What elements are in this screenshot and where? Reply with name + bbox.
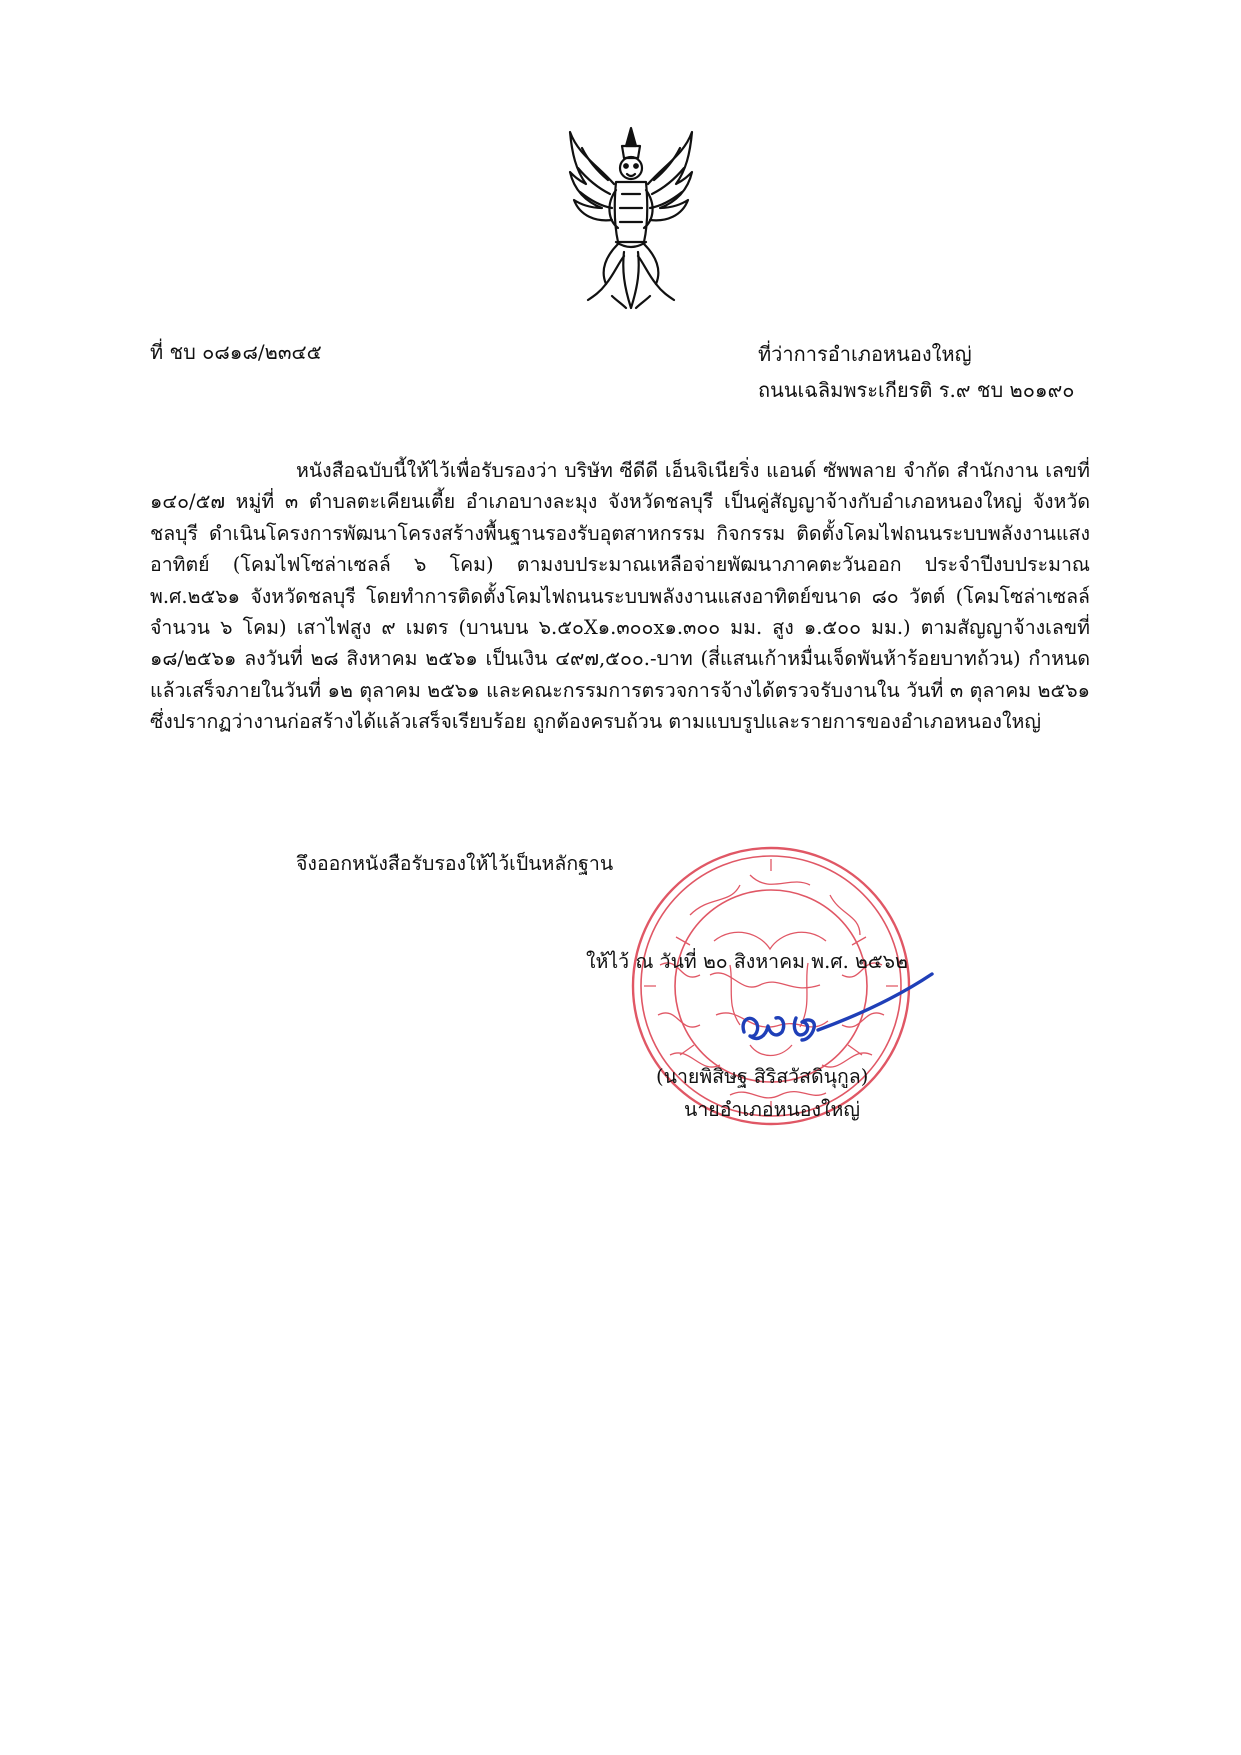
letter-body [150,455,1090,738]
body-paragraph: หนังสือฉบับนี้ให้ไว้เพื่อรับรองว่า บริษัท ซีดีดี เอ็นจิเนียริ่ง แอนด์ ซัพพลาย จำกัด สำนักงาน เลขที่ ๑๔๐/๕๗ หมู่ที่ ๓ ตำบลตะเคียนเตี้ย อำเภอบางละมุง จังหวัดชลบุรี เป็นคู่สัญญาจ้างกับอำเภอหนองใหญ่ จังหวัดชลบุรี ดำเนินโครงการพัฒนาโครงสร้างพื้นฐานรองรับอุตสาหกรรม กิจกรรม ติดตั้งโคมไฟถนนระบบพลังงานแสงอาทิตย์ (โคมไฟโซล่าเซลล์ ๖ โคม) ตามงบประมาณเหลือจ่ายพัฒนาภาคตะวันออก ประจำปีงบประมาณ พ.ศ.๒๕๖๑ จังหวัดชลบุรี โดยทำการติดตั้งโคมไฟถนนระบบพลังงานแสงอาทิตย์ขนาด ๘๐ วัตต์ (โคมโซล่าเซลล์ จำนวน ๖ โคม) เสาไฟสูง ๙ เมตร (บานบน ๖.๕๐X๑.๓๐๐x๑.๓๐๐ มม. สูง ๑.๕๐๐ มม.) ตามสัญญาจ้างเลขที่ ๑๘/๒๕๖๑ ลงวันที่ ๒๘ สิงหาคม ๒๕๖๑ เป็นเงิน ๔๙๗,๕๐๐.-บาท (สี่แสนเก้าหมื่นเจ็ดพันห้าร้อยบาทถ้วน) กำหนดแล้วเสร็จภายในวันที่ ๑๒ ตุลาคม ๒๕๖๑ และคณะกรรมการตรวจการจ้างได้ตรวจรับงานใน วันที่ ๓ ตุลาคม ๒๕๖๑ ซึ่งปรากฏว่างานก่อสร้างได้แล้วเสร็จเรียบร้อย ถูกต้องครบถ้วน ตามแบบรูปและรายการของอำเภอหนองใหญ่ [150,459,1090,734]
signer-title: นายอำเภอหนองใหญ่ [684,1098,861,1121]
date-line: ให้ไว้ ณ วันที่ ๒๐ สิงหาคม พ.ศ. ๒๕๖๒ [586,950,908,973]
garuda-emblem-icon [566,124,696,312]
issuing-office [758,336,1074,408]
office-address: ถนนเฉลิมพระเกียรติ ร.๙ ชบ ๒๐๑๙๐ [758,378,1075,402]
blue-handwritten-signature-icon [736,968,936,1068]
reference-number: ที่ ชบ ๐๘๑๘/๒๓๔๕ [150,340,322,364]
closing-statement: จึงออกหนังสือรับรองให้ไว้เป็นหลักฐาน [296,852,614,875]
signer-name: (นายพิสิษฐ สิริสวัสดินุกูล) [656,1065,869,1088]
office-name: ที่ว่าการอำเภอหนองใหญ่ [758,342,972,366]
